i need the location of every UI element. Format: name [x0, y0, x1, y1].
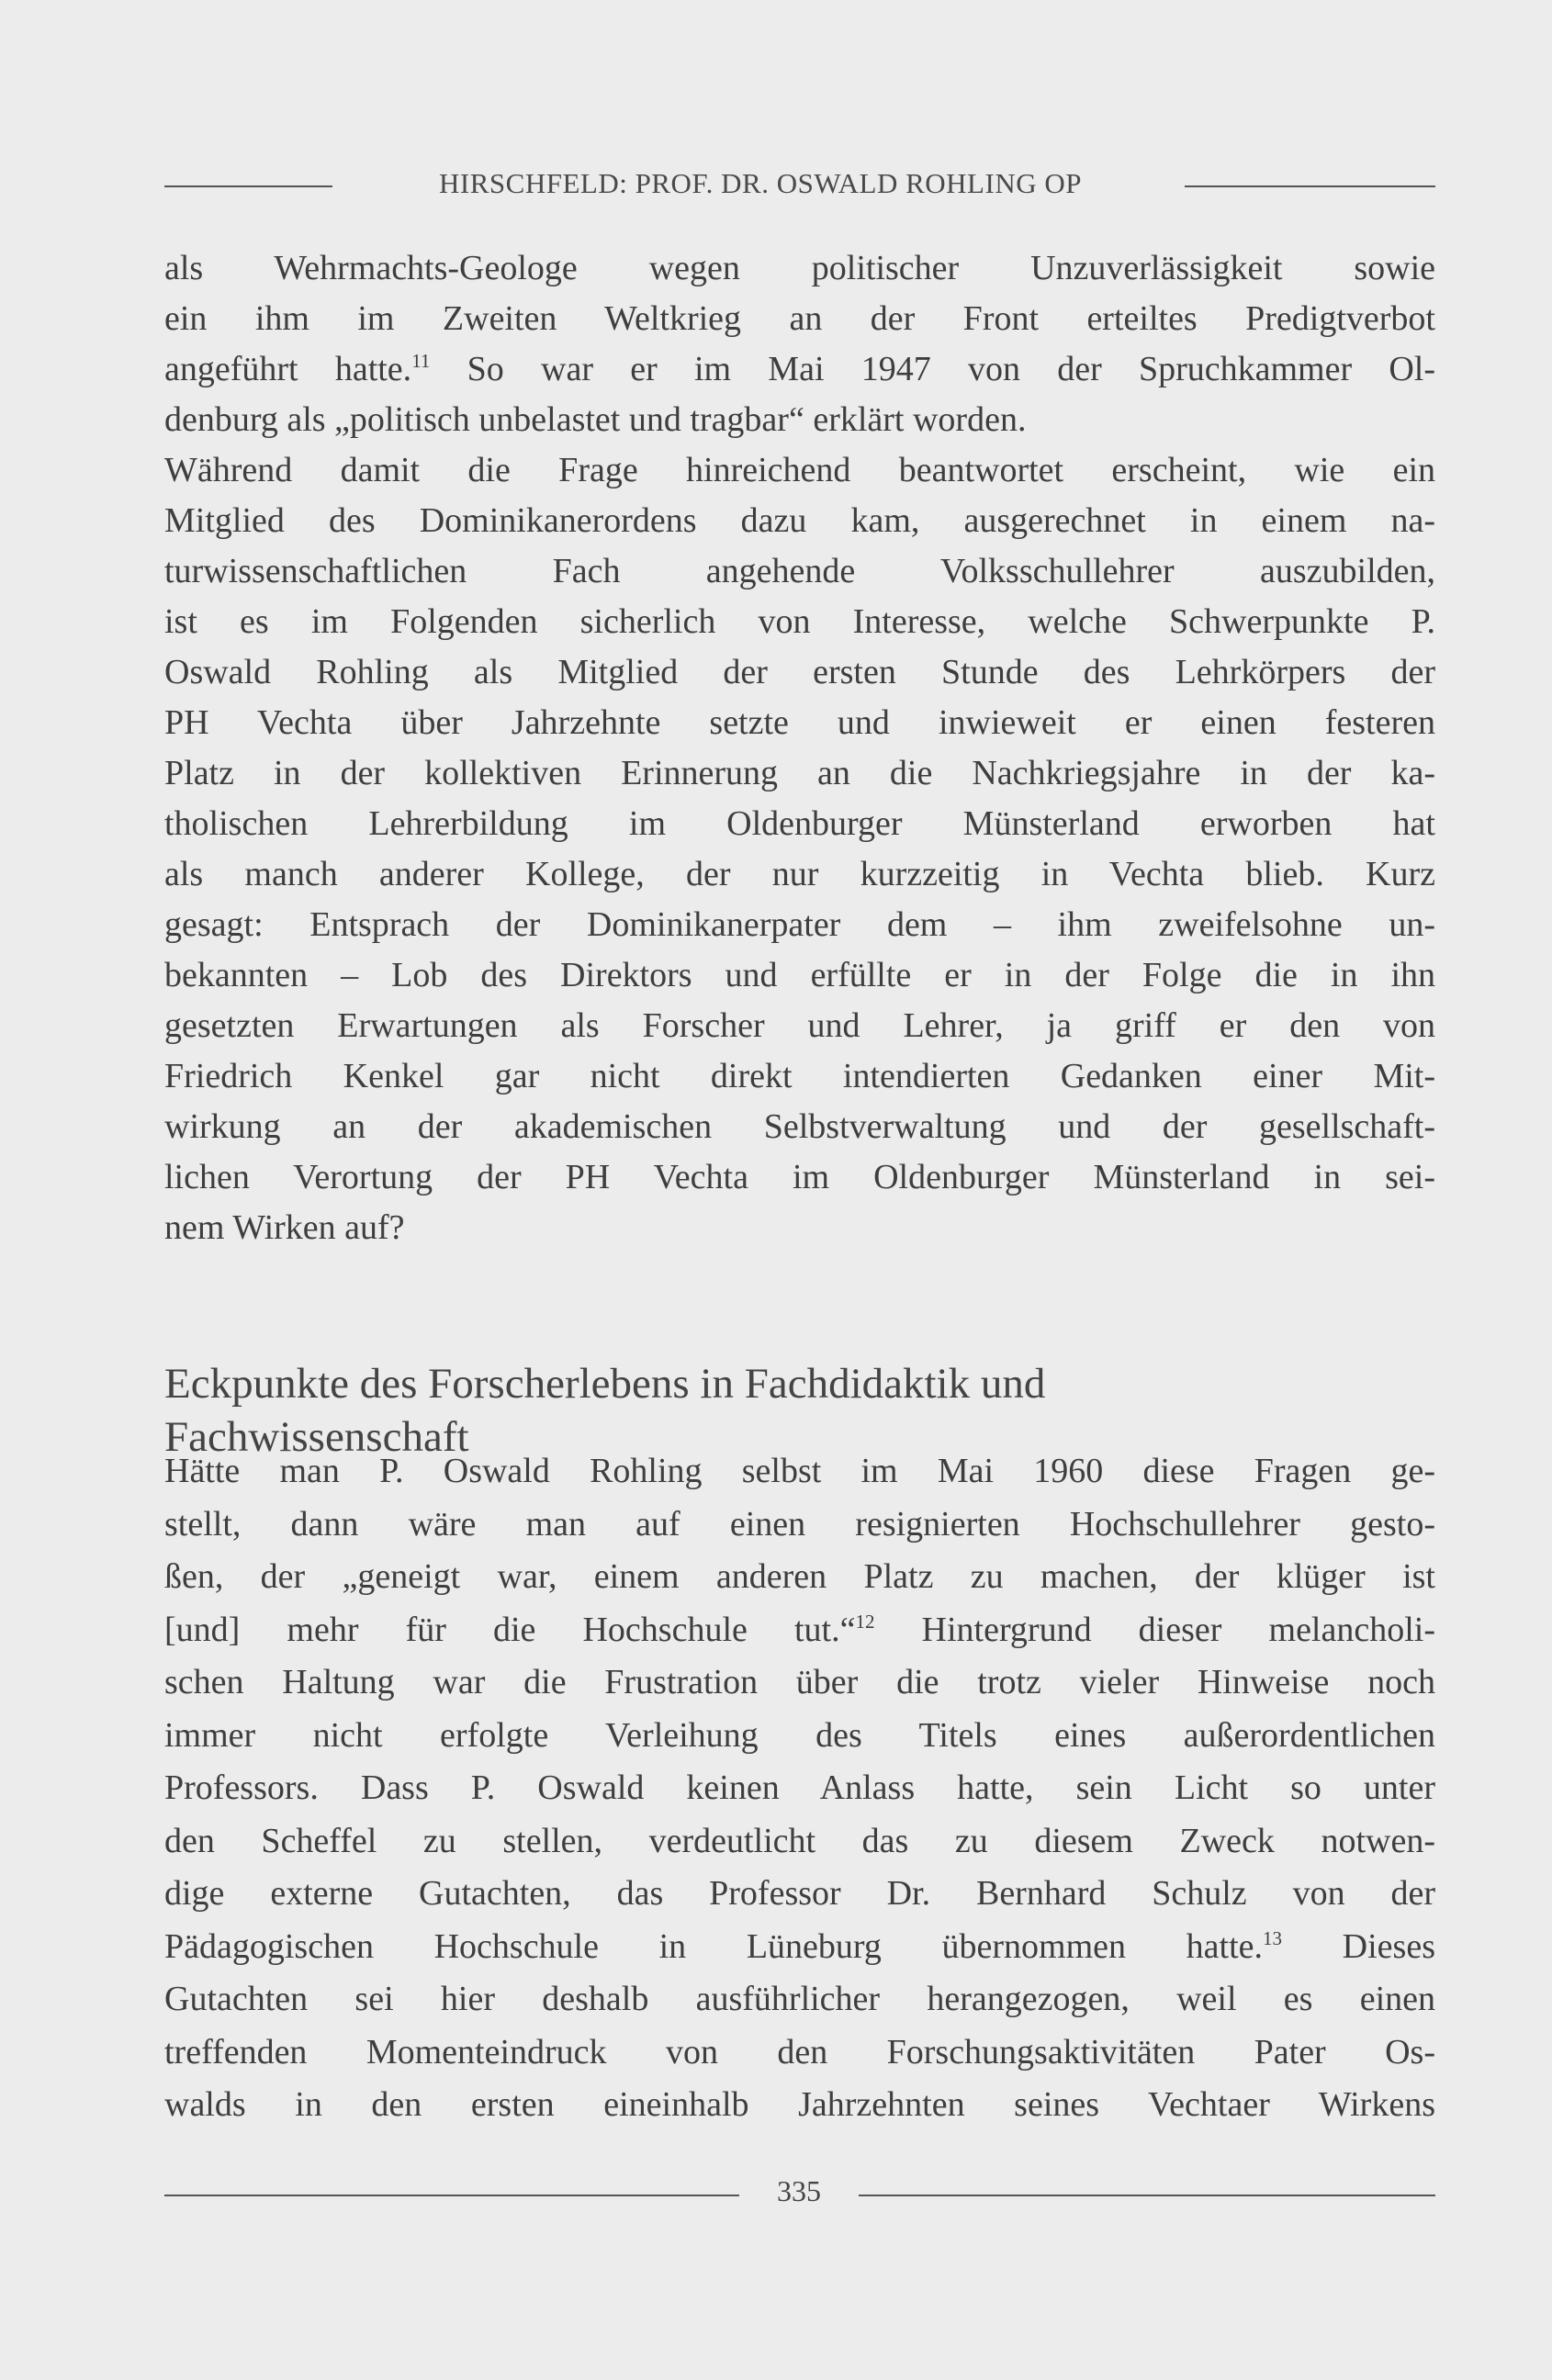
text-line: Gutachten sei hier deshalb ausführlicher herangezogen, weil es einen	[164, 1980, 1435, 2018]
text-line: dige externe Gutachten, das Professor Dr. Bernhard Schulz von der	[164, 1874, 1435, 1913]
text-line: Friedrich Kenkel gar nicht direkt intendierten Gedanken einer Mit-	[164, 1057, 1435, 1095]
running-title: HIRSCHFELD: PROF. DR. OSWALD ROHLING OP	[439, 167, 1082, 199]
footnote-reference[interactable]: 11	[411, 350, 431, 372]
text-line: turwissenschaftlichen Fach angehende Volksschullehrer auszubilden,	[164, 552, 1435, 590]
text-line: Professors. Dass P. Oswald keinen Anlass hatte, sein Licht so unter	[164, 1768, 1435, 1807]
footer-rule-left	[164, 2195, 739, 2196]
text-line: bekannten – Lob des Direktors und erfüllte er in der Folge die in ihn	[164, 956, 1435, 994]
text-line: ein ihm im Zweiten Weltkrieg an der Front erteiltes Predigtverbot	[164, 299, 1435, 338]
text-line: gesagt: Entsprach der Dominikanerpater dem – ihm zweifelsohne un-	[164, 905, 1435, 944]
text-line: denburg als „politisch unbelastet und tragbar“ erklärt worden.	[164, 400, 1027, 439]
text-line: immer nicht erfolgte Verleihung des Titels eines außerordentlichen	[164, 1715, 1435, 1755]
text-line: tholischen Lehrerbildung im Oldenburger Münsterland erworben hat	[164, 804, 1435, 843]
text-line: lichen Verortung der PH Vechta im Oldenburger Münsterland in sei-	[164, 1158, 1435, 1196]
header-rule-left	[164, 185, 332, 187]
page-number: 335	[777, 2174, 821, 2207]
text-line: Mitglied des Dominikanerordens dazu kam, ausgerechnet in einem na-	[164, 501, 1435, 540]
text-line: Während damit die Frage hinreichend beantwortet erscheint, wie ein	[164, 451, 1435, 489]
text-line: den Scheffel zu stellen, verdeutlicht das zu diesem Zweck notwen-	[164, 1821, 1435, 1860]
footnote-reference[interactable]: 12	[855, 1610, 875, 1633]
text-line: als Wehrmachts-Geologe wegen politischer Unzuverlässigkeit sowie	[164, 249, 1435, 287]
body-paragraphs-top	[164, 243, 1435, 1253]
text-line: als manch anderer Kollege, der nur kurzzeitig in Vechta blieb. Kurz	[164, 855, 1435, 893]
text-line: angeführt hatte.$^{11}$ So war er im Mai 1947 von der Spruchkammer Ol-	[164, 350, 1435, 388]
text-line: Oswald Rohling als Mitglied der ersten Stunde des Lehrkörpers der	[164, 653, 1435, 691]
text-line: stellt, dann wäre man auf einen resignierten Hochschullehrer gesto-	[164, 1504, 1435, 1544]
text-line: ist es im Folgenden sicherlich von Interesse, welche Schwerpunkte P.	[164, 602, 1435, 641]
text-line: walds in den ersten eineinhalb Jahrzehnten seines Vechtaer Wirkens	[164, 2085, 1435, 2124]
text-line: [und] mehr für die Hochschule tut.“$^{12}$ Hintergrund dieser melancholi-	[164, 1610, 1435, 1649]
text-line: schen Haltung war die Frustration über die trotz vieler Hinweise noch	[164, 1663, 1435, 1701]
text-line: Hätte man P. Oswald Rohling selbst im Mai 1960 diese Fragen ge-	[164, 1452, 1435, 1490]
text-line: treffenden Momenteindruck von den Forschungsaktivitäten Pater Os-	[164, 2032, 1435, 2071]
header-rule-right	[1185, 185, 1435, 187]
text-line: wirkung an der akademischen Selbstverwaltung und der gesellschaft-	[164, 1107, 1435, 1146]
text-line: Pädagogischen Hochschule in Lüneburg übernommen hatte.$^{13}$ Dieses	[164, 1926, 1435, 1966]
text-line: nem Wirken auf?	[164, 1208, 405, 1247]
body-paragraph-section	[164, 1445, 1435, 2132]
footer-rule-right	[859, 2195, 1435, 2196]
text-line: ßen, der „geneigt war, einem anderen Platz zu machen, der klüger ist	[164, 1557, 1435, 1596]
section-heading-line: Eckpunkte des Forscherlebens in Fachdidaktik und	[164, 1360, 1046, 1408]
text-line: PH Vechta über Jahrzehnte setzte und inwieweit er einen festeren	[164, 703, 1435, 742]
text-line: Platz in der kollektiven Erinnerung an die Nachkriegsjahre in der ka-	[164, 754, 1435, 792]
text-line: gesetzten Erwartungen als Forscher und Lehrer, ja griff er den von	[164, 1006, 1435, 1045]
footnote-reference[interactable]: 13	[1263, 1926, 1283, 1949]
section-heading-line: Fachwissenschaft	[164, 1413, 469, 1461]
